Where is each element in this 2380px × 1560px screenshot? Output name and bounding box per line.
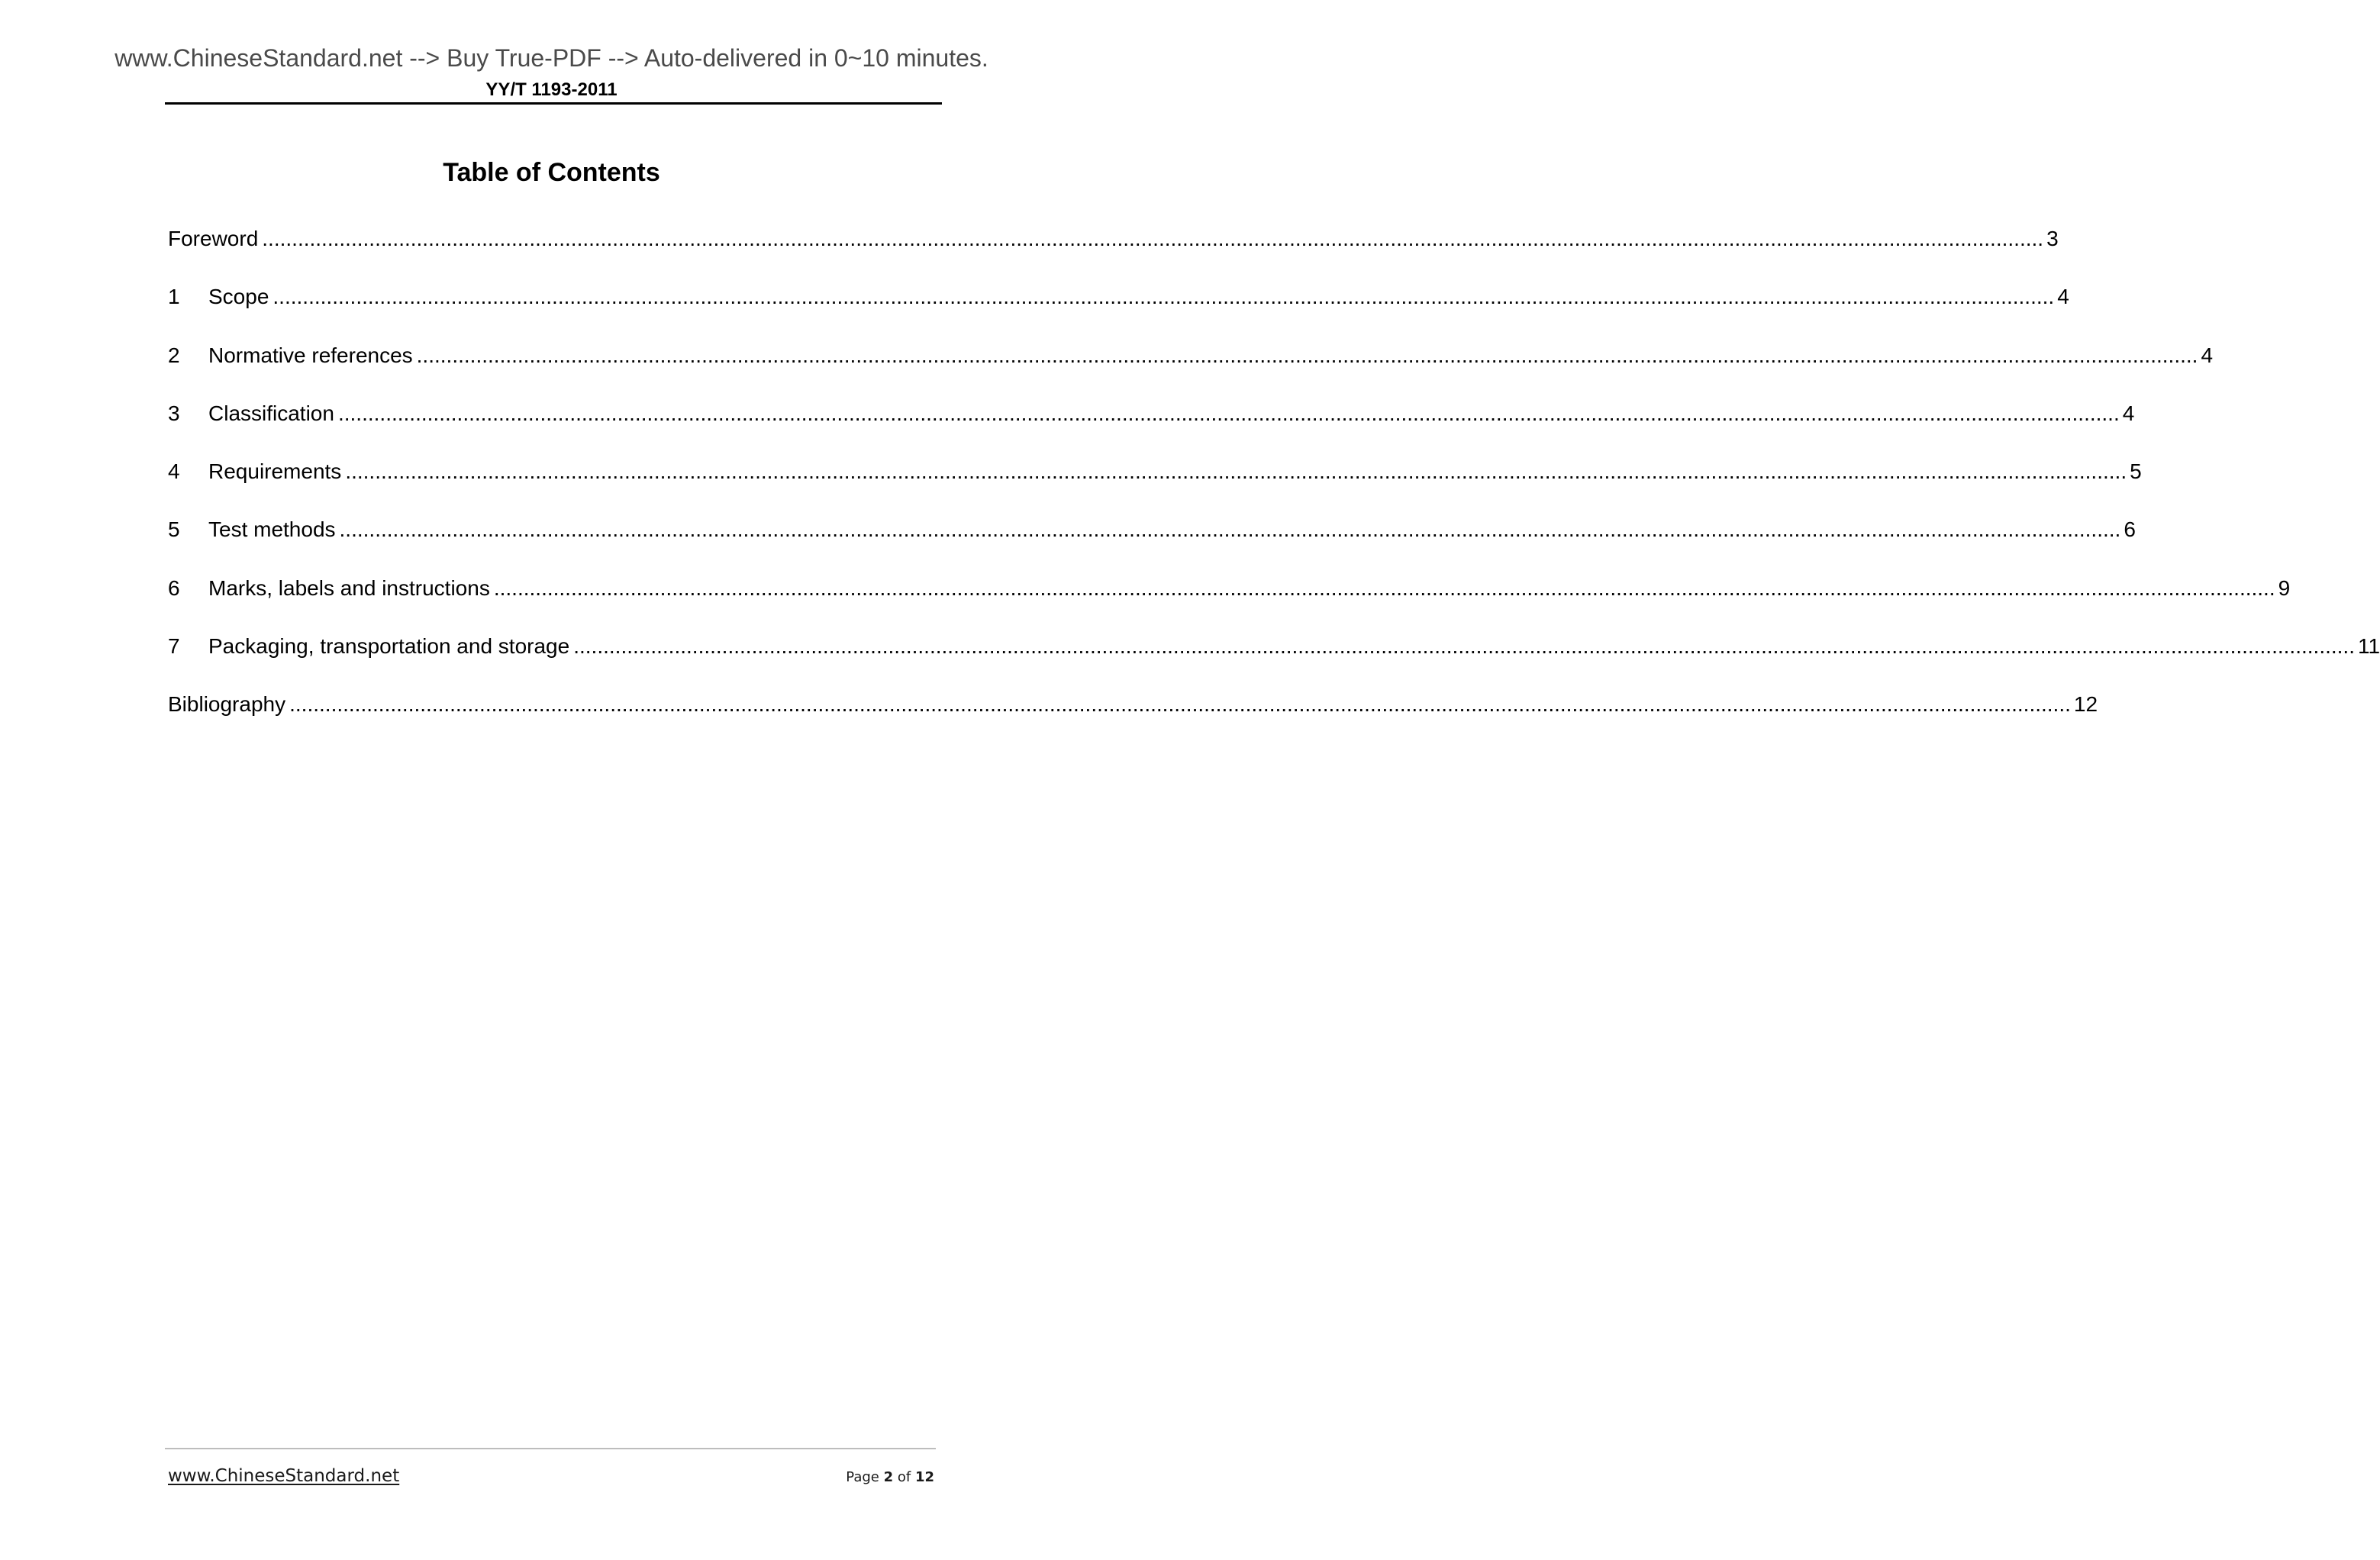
page-of: of (893, 1469, 915, 1485)
toc-entry-foreword[interactable] (168, 226, 2059, 284)
toc-entry-page: 11 (2358, 634, 2380, 659)
toc-dot-leader: ............................................................................................................................................................................................................................................................................................................ (416, 343, 2198, 367)
toc-entry-number: 2 (168, 343, 180, 367)
page-current: 2 (883, 1469, 894, 1485)
header-divider (165, 102, 942, 105)
toc-entry-page: 12 (2073, 692, 2098, 717)
top-banner: www.ChineseStandard.net --> Buy True-PDF --> Auto-delivered in 0~10 minutes. (114, 44, 988, 72)
toc-entry-label: Scope (208, 285, 269, 309)
toc-dot-leader: ............................................................................................................................................................................................................................................................................................................ (339, 517, 2121, 542)
toc-entry-classification[interactable] (168, 401, 2135, 459)
toc-entry-number: 6 (168, 575, 180, 600)
toc-entry-page: 5 (2130, 459, 2142, 484)
toc-entry-page: 3 (2046, 227, 2059, 250)
toc-entry-label: Normative references (208, 343, 413, 367)
page-prefix: Page (846, 1469, 884, 1485)
footer-website-link[interactable]: www.ChineseStandard.net (168, 1466, 400, 1486)
toc-dot-leader: ............................................................................................................................................................................................................................................................................................................ (273, 285, 2055, 309)
toc-entry-page: 4 (2201, 343, 2214, 367)
toc-entry-marks-labels-instructions[interactable] (168, 575, 2291, 633)
toc-dot-leader: ............................................................................................................................................................................................................................................................................................................ (493, 575, 2275, 600)
toc-dot-leader: ............................................................................................................................................................................................................................................................................................................ (262, 227, 2044, 250)
toc-entry-normative-references[interactable] (168, 343, 2214, 401)
table-of-contents (168, 226, 2380, 750)
toc-dot-leader: ............................................................................................................................................................................................................................................................................................................ (345, 459, 2127, 484)
footer-divider (165, 1448, 936, 1449)
toc-entry-label: Packaging, transportation and storage (208, 634, 570, 659)
toc-entry-label: Test methods (208, 517, 336, 542)
toc-dot-leader: ............................................................................................................................................................................................................................................................................................................ (337, 401, 2120, 425)
toc-entry-page: 4 (2122, 401, 2135, 425)
toc-entry-bibliography[interactable] (168, 691, 2098, 749)
toc-entry-packaging[interactable] (168, 633, 2380, 691)
toc-entry-label: Marks, labels and instructions (208, 575, 490, 600)
toc-dot-leader: ............................................................................................................................................................................................................................................................................................................ (573, 634, 2355, 659)
toc-entry-page: 4 (2057, 285, 2069, 309)
toc-entry-number: 7 (168, 634, 180, 659)
toc-title: Table of Contents (443, 158, 660, 187)
toc-entry-label: Bibliography (168, 692, 286, 717)
toc-entry-label: Classification (208, 401, 334, 425)
toc-dot-leader: ............................................................................................................................................................................................................................................................................................................ (289, 692, 2071, 717)
toc-entry-number: 3 (168, 401, 180, 425)
toc-entry-label: Requirements (208, 459, 342, 484)
toc-entry-test-methods[interactable] (168, 517, 2136, 575)
toc-entry-page: 6 (2124, 517, 2136, 542)
page-total: 12 (914, 1469, 934, 1485)
toc-entry-number: 1 (168, 285, 180, 309)
toc-entry-scope[interactable] (168, 284, 2069, 342)
toc-entry-page: 9 (2278, 575, 2291, 600)
document-code: YY/T 1193-2011 (485, 79, 618, 100)
toc-entry-label: Foreword (168, 227, 259, 250)
toc-entry-number: 5 (168, 517, 180, 542)
toc-entry-number: 4 (168, 459, 180, 484)
footer-page-number (846, 1469, 934, 1485)
toc-entry-requirements[interactable] (168, 459, 2142, 517)
